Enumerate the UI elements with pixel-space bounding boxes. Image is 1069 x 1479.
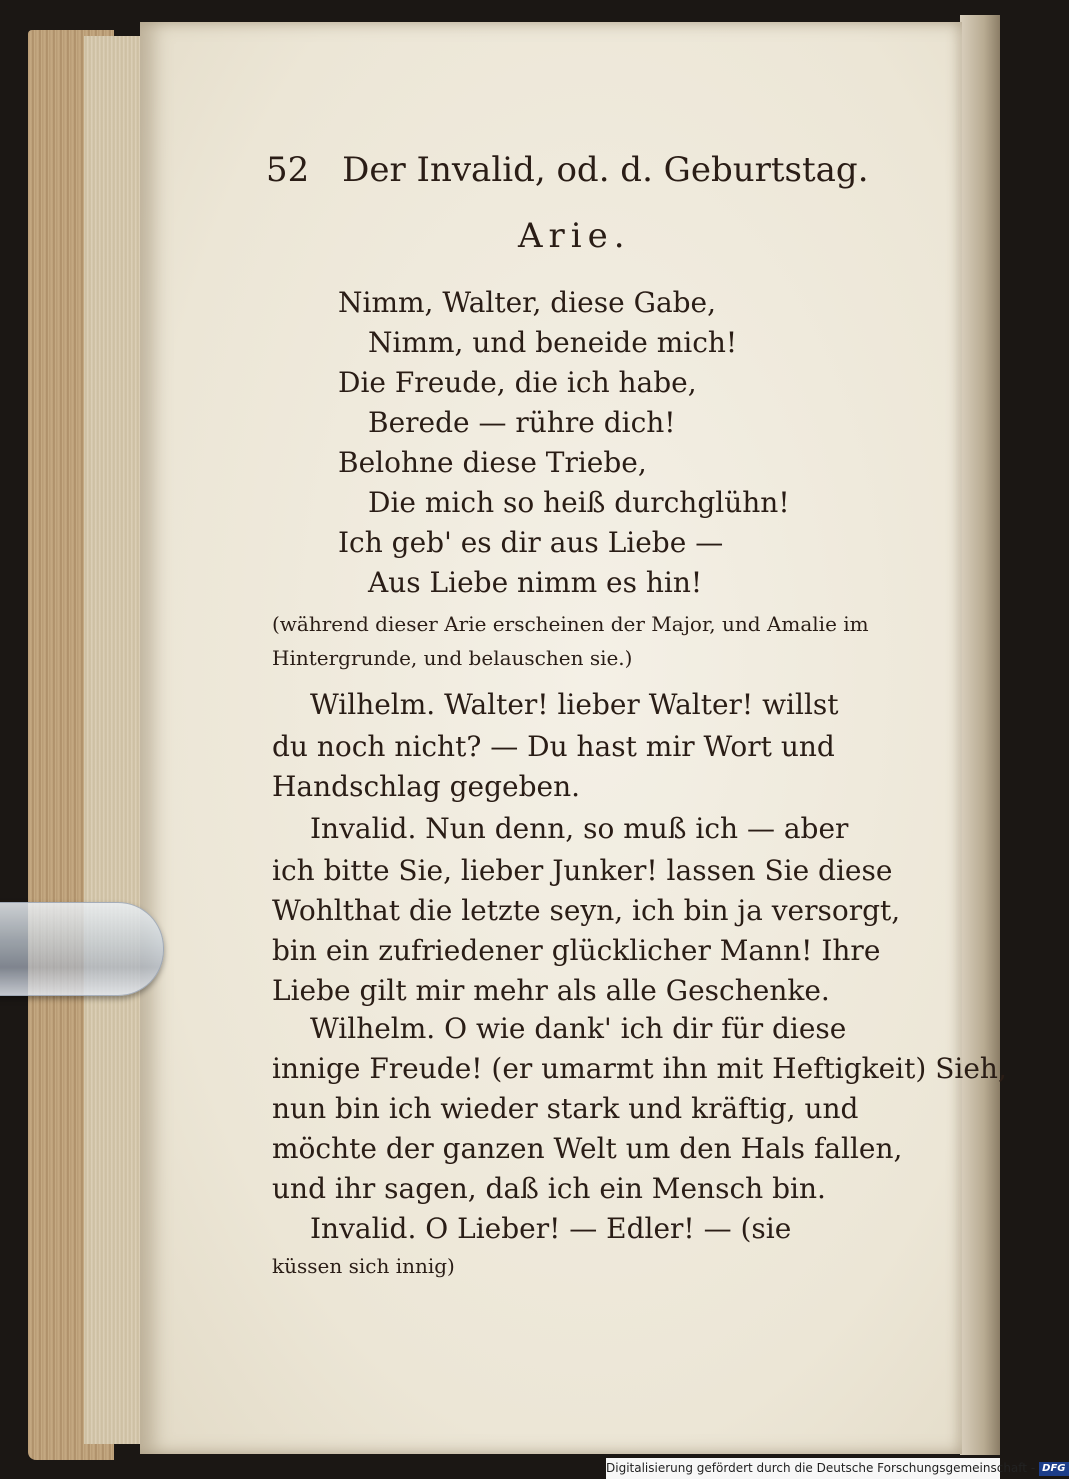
stage-direction: (während dieser Arie erscheinen der Major, und Amalie im xyxy=(272,612,869,636)
stage-direction: Hintergrunde, und belauschen sie.) xyxy=(272,646,633,670)
dialogue-line: und ihr sagen, daß ich ein Mensch bin. xyxy=(272,1172,826,1205)
aria-line: Berede — rühre dich! xyxy=(368,406,676,439)
aria-line: Die Freude, die ich habe, xyxy=(338,366,697,399)
dialogue-line: innige Freude! (er umarmt ihn mit Heftigkeit) Sieh, xyxy=(272,1052,1007,1085)
aria-line: Nimm, und beneide mich! xyxy=(368,326,738,359)
dialogue-line: möchte der ganzen Welt um den Hals fallen, xyxy=(272,1132,903,1165)
aria-line: Die mich so heiß durchglühn! xyxy=(368,486,790,519)
aria-heading: Arie. xyxy=(518,216,631,256)
dialogue-line: bin ein zufriedener glücklicher Mann! Ihre xyxy=(272,934,881,967)
stage-direction: küssen sich innig) xyxy=(272,1254,455,1278)
dialogue-line: Handschlag gegeben. xyxy=(272,770,581,803)
aria-line: Ich geb' es dir aus Liebe — xyxy=(338,526,724,559)
facing-page-strip xyxy=(960,15,1000,1455)
dialogue-line: Liebe gilt mir mehr als alle Geschenke. xyxy=(272,974,830,1007)
dialogue-line: ich bitte Sie, lieber Junker! lassen Sie diese xyxy=(272,854,893,887)
dialogue-line: nun bin ich wieder stark und kräftig, und xyxy=(272,1092,859,1125)
dialogue-line: Invalid. O Lieber! — Edler! — (sie xyxy=(310,1212,792,1245)
dialogue-line: du noch nicht? — Du hast mir Wort und xyxy=(272,730,835,763)
running-head xyxy=(266,150,869,190)
credit-text: Digitalisierung gefördert durch die Deutsche Forschungsgemeinschaft - xyxy=(606,1461,1036,1475)
page-holder-clip xyxy=(0,902,164,996)
dfg-logo: DFG xyxy=(1039,1462,1068,1476)
dialogue-line: Wilhelm. O wie dank' ich dir für diese xyxy=(310,1012,847,1045)
aria-line: Nimm, Walter, diese Gabe, xyxy=(338,286,717,319)
page-number: 52 xyxy=(266,150,310,190)
running-title: Der Invalid, od. d. Geburtstag. xyxy=(342,150,869,190)
aria-line: Aus Liebe nimm es hin! xyxy=(368,566,703,599)
book-page-edges-inner xyxy=(84,36,144,1444)
aria-line: Belohne diese Triebe, xyxy=(338,446,647,479)
digitization-credit xyxy=(606,1458,1066,1479)
dialogue-line: Wilhelm. Walter! lieber Walter! willst xyxy=(310,688,839,721)
dialogue-line: Invalid. Nun denn, so muß ich — aber xyxy=(310,812,849,845)
dialogue-line: Wohlthat die letzte seyn, ich bin ja versorgt, xyxy=(272,894,901,927)
